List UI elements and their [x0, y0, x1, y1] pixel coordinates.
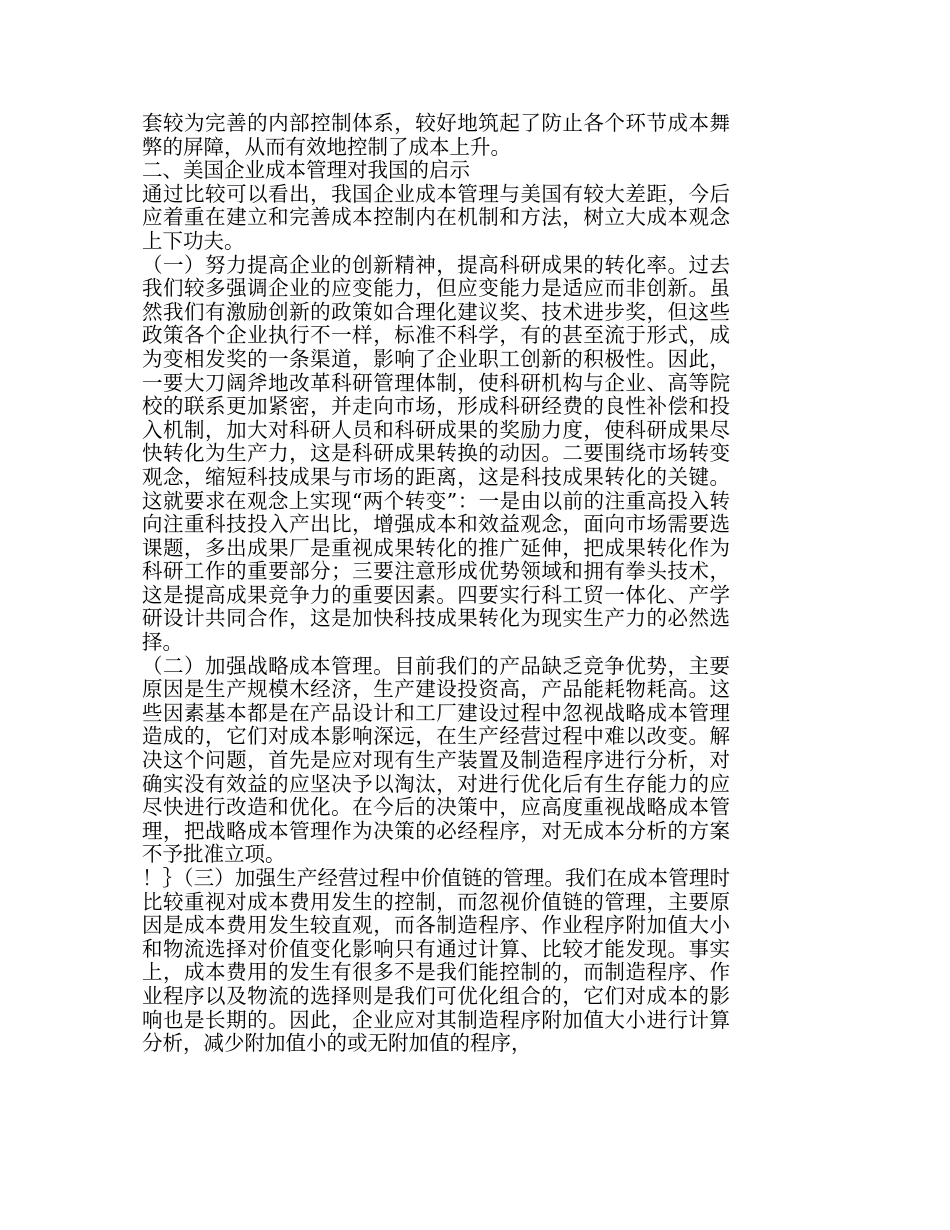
paragraph-innovation: （一）努力提高企业的创新精神，提高科研成果的转化率。过去我们较多强调企业的应变能力，但应变能力是适应而非创新。虽然我们有激励创新的政策如合理化建议奖、技术进步奖，但这些政策各个企业执行不一样，标准不科学，有的甚至流于形式，成为变相发奖的一条渠道，影响了企业职工创新的积极性。因此，一要大刀阔斧地改革科研管理体制，使科研机构与企业、高等院校的联系更加紧密，并走向市场，形成科研经费的良性补偿和投入机制，加大对科研人员和科研成果的奖励力度，使科研成果尽快转化为生产力，这是科研成果转换的动因。二要围绕市场转变观念，缩短科技成果与市场的距离，这是科技成果转化的关键。这就要求在观念上实现“两个转变”：一是由以前的注重高投入转向注重科技投入产出比，增强成本和效益观念，面向市场需要选课题，多出成果厂是重视成果转化的推广延伸，把成果转化作为科研工作的重要部分；三要注意形成优势领域和拥有拳头技术，这是提高成果竞争力的重要因素。四要实行科工贸一体化、产学研设计共同合作，这是加快科技成果转化为现实生产力的必然选择。: [142, 252, 730, 655]
document-page: [142, 112, 730, 1056]
paragraph-intro: 通过比较可以看出，我国企业成本管理与美国有较大差距，今后应着重在建立和完善成本控制内在机制和方法，树立大成本观念上下功夫。: [142, 181, 730, 253]
section-heading: 二、美国企业成本管理对我国的启示: [142, 158, 470, 183]
paragraph-value-chain: ！｝（三）加强生产经营过程中价值链的管理。我们在成本管理时比较重视对成本费用发生的控制，而忽视价值链的管理，主要原因是成本费用发生较直观，而各制造程序、作业程序附加值大小和物流选择对价值变化影响只有通过计算、比较才能发现。事实上，成本费用的发生有很多不是我们能控制的，而制造程序、作业程序以及物流的选择则是我们可优化组合的，它们对成本的影响也是长期的。因此，企业应对其制造程序附加值大小进行计算分析，减少附加值小的或无附加值的程序，: [142, 866, 730, 1056]
paragraph-strategic-cost: （二）加强战略成本管理。目前我们的产品缺乏竞争优势，主要原因是生产规模木经济，生产建设投资高，产品能耗物耗高。这些因素基本都是在产品设计和工厂建设过程中忽视战略成本管理造成的，它们对成本影响深远，在生产经营过程中难以改变。解决这个问题，首先是应对现有生产装置及制造程序进行分析，对确实没有效益的应坚决予以淘汰，对进行优化后有生存能力的应尽快进行改造和优化。在今后的决策中，应高度重视战略成本管理，把战略成本管理作为决策的必经程序，对无成本分析的方案不予批准立项。: [142, 653, 730, 867]
paragraph-continuation: 套较为完善的内部控制体系，较好地筑起了防止各个环节成本舞弊的屏障，从而有效地控制了成本上升。: [142, 111, 730, 159]
